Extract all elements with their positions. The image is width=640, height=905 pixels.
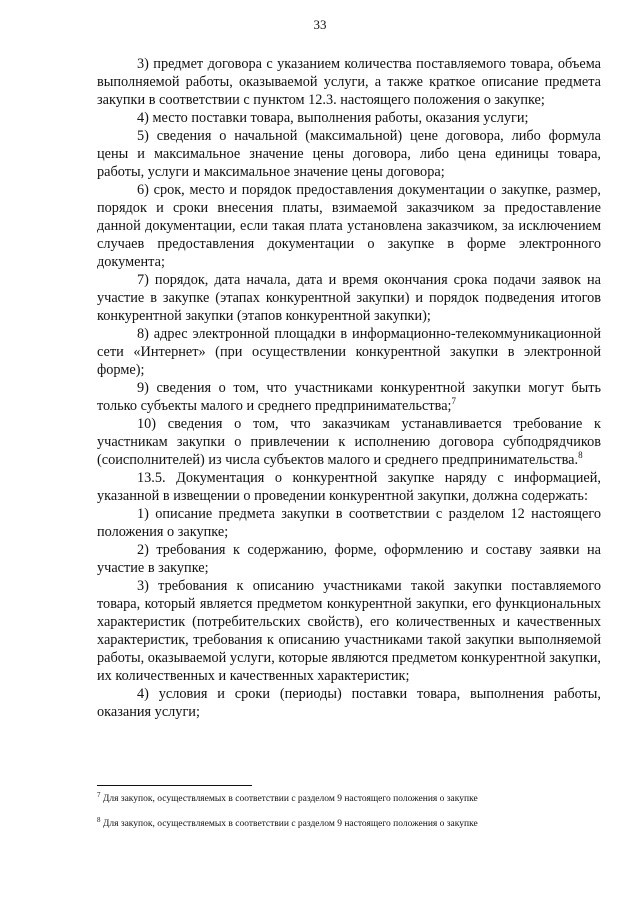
list-item-2: [97, 541, 601, 577]
paragraph-text: 3) предмет договора с указанием количества поставляемого товара, объема выполняемой работы, оказываемой услуги, а также краткое описание предмета закупки в соответствии с пунктом 12.3. настоящего положения о закупке;: [97, 56, 601, 108]
footnote-8: [97, 818, 601, 830]
footnote-reference-7[interactable]: 7: [451, 396, 457, 406]
section-13-5-paragraph: [97, 469, 601, 505]
paragraph-item-10: [97, 415, 601, 469]
footnote-text: Для закупок, осуществляемых в соответствии с разделом 9 настоящего положения о закупке: [102, 819, 478, 829]
footnote-mark: 7: [97, 791, 101, 799]
paragraph-text: 8) адрес электронной площадки в информационно-телекоммуникационной сети «Интернет» (при осуществлении конкурентной закупки в электронной форме);: [97, 326, 601, 378]
paragraph-text: 6) срок, место и порядок предоставления документации о закупке, размер, порядок и сроки внесения платы, взимаемой заказчиком за предоставление данной документации, если такая плата установлена заказчиком, за исключением случаев предоставления документации о закупке в форме электронного документа;: [97, 182, 601, 270]
paragraph-item-6: [97, 181, 601, 271]
paragraph-text: 4) условия и сроки (периоды) поставки товара, выполнения работы, оказания услуги;: [97, 686, 601, 720]
list-item-1: [97, 505, 601, 541]
footnote-7: [97, 793, 601, 805]
footnote-divider: [97, 785, 252, 786]
paragraph-text: 2) требования к содержанию, форме, оформлению и составу заявки на участие в закупке;: [97, 542, 601, 576]
paragraph-text: 10) сведения о том, что заказчикам устанавливается требование к участникам закупки о привлечении к исполнению договора субподрядчиков (соисполнителей) из числа субъектов малого и среднего предпринимательства.: [97, 416, 601, 468]
paragraph-text: 3) требования к описанию участниками такой закупки поставляемого товара, который является предметом конкурентной закупки, его функциональных характеристик (потребительских свойств), его количественных и качественных характеристик, требования к описанию участниками такой закупки выполняемой работы, оказываемой услуги, которые являются предметом конкурентной закупки, их количественных и качественных характеристик;: [97, 578, 601, 684]
footnote-reference-8[interactable]: 8: [578, 450, 583, 460]
page-number: 33: [313, 17, 327, 32]
paragraph-text: 13.5. Документация о конкурентной закупке наряду с информацией, указанной в извещении о проведении конкурентной закупки, должна содержать:: [97, 470, 601, 504]
paragraph-text: 5) сведения о начальной (максимальной) цене договора, либо формула цены и максимальное значение цены договора, либо цена единицы товара, работы, услуги и максимальное значение цены договора;: [97, 128, 601, 180]
paragraph-item-8: [97, 325, 601, 379]
paragraph-text: 9) сведения о том, что участниками конкурентной закупки могут быть только субъекты малого и среднего предпринимательства;: [97, 380, 601, 414]
paragraph-item-4: [97, 109, 601, 127]
paragraph-item-9: [97, 379, 601, 415]
document-body: [97, 55, 601, 721]
footnote-text: Для закупок, осуществляемых в соответствии с разделом 9 настоящего положения о закупке: [102, 794, 478, 804]
paragraph-text: 7) порядок, дата начала, дата и время окончания срока подачи заявок на участие в закупке (этапах конкурентной закупки) и порядок подведения итогов конкурентной закупки (этапов конкурентной закупки);: [97, 272, 601, 324]
footnote-mark: 8: [97, 816, 101, 824]
list-item-4: [97, 685, 601, 721]
paragraph-text: 4) место поставки товара, выполнения работы, оказания услуги;: [137, 110, 529, 126]
paragraph-item-3: [97, 55, 601, 109]
paragraph-item-7: [97, 271, 601, 325]
list-item-3: [97, 577, 601, 685]
paragraph-text: 1) описание предмета закупки в соответствии с разделом 12 настоящего положения о закупке;: [97, 506, 601, 540]
paragraph-item-5: [97, 127, 601, 181]
